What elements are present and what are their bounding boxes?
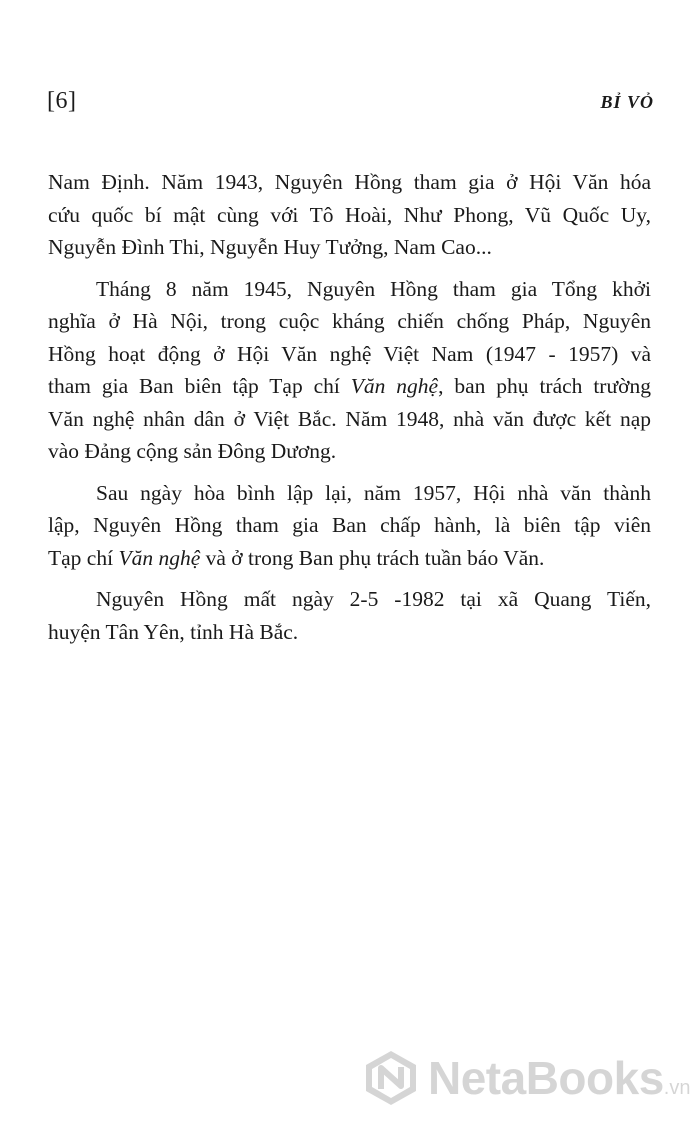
italic-title: Văn nghệ <box>350 374 439 398</box>
paragraph-1 <box>48 166 651 264</box>
italic-title: Văn nghệ <box>118 545 201 570</box>
text-line: Văn nghệ nhân dân ở Việt Bắc. Năm 1948, nhà văn được kết nạp <box>48 406 651 431</box>
text-segment: và ở trong Ban phụ trách tuần báo Văn. <box>200 545 545 570</box>
running-title: BỈ VỎ <box>600 92 654 112</box>
text-line: Tháng 8 năm 1945, Nguyên Hồng tham gia Tổng khởi <box>96 276 651 301</box>
text-line: Nguyên Hồng mất ngày 2-5 -1982 tại xã Quang Tiến, <box>96 587 651 611</box>
text-segment: tham gia Ban biên tập Tạp chí <box>48 374 351 398</box>
page-number: [6] <box>47 88 77 114</box>
text-line: Sau ngày hòa bình lập lại, năm 1957, Hội nhà văn thành <box>96 480 651 505</box>
text-line: Hồng hoạt động ở Hội Văn nghệ Việt Nam (1947 - 1957) và <box>48 341 651 366</box>
text-line <box>48 370 651 403</box>
text-segment: Tạp chí <box>48 545 119 570</box>
text-line <box>48 542 651 575</box>
netabooks-logo-icon <box>362 1049 420 1107</box>
paragraph-2 <box>48 273 651 468</box>
text-segment: , ban phụ trách trường <box>438 374 651 398</box>
watermark <box>362 1043 692 1113</box>
text-line: Nam Định. Năm 1943, Nguyên Hồng tham gia ở Hội Văn hóa <box>48 170 651 194</box>
body-text <box>48 166 651 657</box>
text-line: huyện Tân Yên, tỉnh Hà Bắc. <box>48 619 299 644</box>
text-line: Nguyễn Đình Thi, Nguyễn Huy Tưởng, Nam Cao... <box>48 235 492 259</box>
text-line: lập, Nguyên Hồng tham gia Ban chấp hành, là biên tập viên <box>48 513 651 537</box>
paragraph-3 <box>48 477 651 575</box>
text-line: nghĩa ở Hà Nội, trong cuộc kháng chiến chống Pháp, Nguyên <box>48 309 651 333</box>
text-line: vào Đảng cộng sản Đông Dương. <box>48 439 337 463</box>
paragraph-4 <box>48 583 651 648</box>
watermark-text: NetaBooks.vn <box>428 1052 691 1104</box>
text-line: cứu quốc bí mật cùng với Tô Hoài, Như Phong, Vũ Quốc Uy, <box>48 202 651 227</box>
